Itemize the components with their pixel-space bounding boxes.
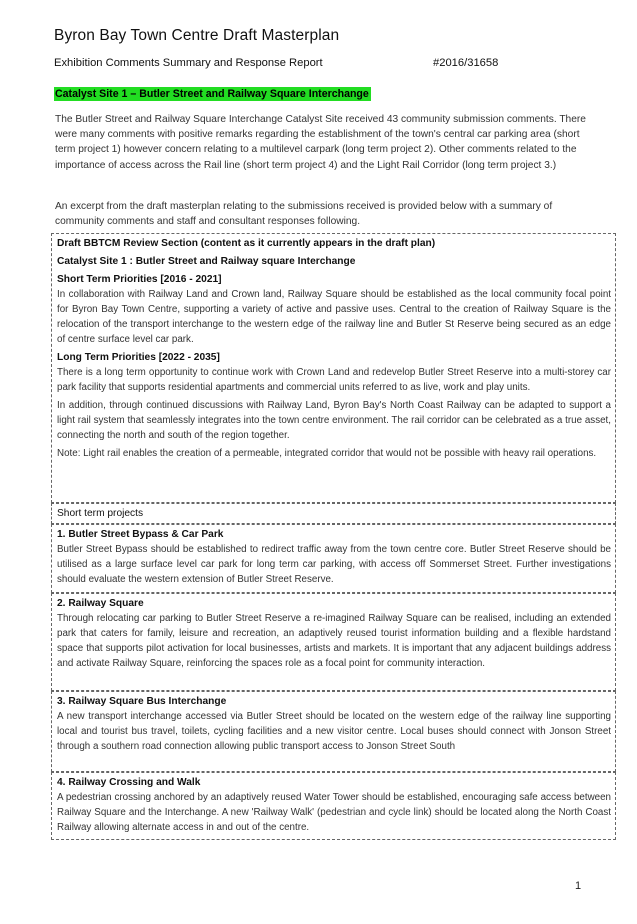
short-term-priorities-heading: Short Term Priorities [2016 - 2021] — [57, 274, 222, 285]
project-description: A pedestrian crossing anchored by an adaptively reused Water Tower should be established, encouraging safe access between Railway Square and the Interchange. A new 'Railway Walk' (pedestrian and cycle link) should be located along the North Coast Railway allowing alternate access in and out of the centre. — [57, 792, 611, 833]
page-number: 1 — [575, 880, 582, 892]
project-description: Butler Street Bypass should be established to redirect traffic away from the town centre core. Butler Street Reserve should be utilised as a large surface level car park for long term car parking, with access off Sommerset Street. Further investigations should evaluate the western extension of Butler Street Reserve. — [57, 544, 611, 585]
project-item — [51, 772, 616, 840]
long-term-priorities-heading: Long Term Priorities [2022 - 2035] — [57, 352, 220, 363]
project-description: A new transport interchange accessed via Butler Street should be located on the western edge of the railway line supporting local and tourist bus travel, toilets, cycling facilities and a new visitor centre. Local buses should connect with Jonson Street through a southern road connection allowing public transport access to Jonson Street South — [57, 711, 611, 752]
report-number: #2016/31658 — [433, 57, 499, 69]
project-title: 4. Railway Crossing and Walk — [57, 777, 201, 788]
page-title: Byron Bay Town Centre Draft Masterplan — [54, 27, 340, 44]
review-section-heading: Draft BBTCM Review Section (content as it currently appears in the draft plan) — [57, 238, 436, 249]
report-subtitle: Exhibition Comments Summary and Response Report — [54, 57, 323, 69]
catalyst-site-heading: Catalyst Site 1 – Butler Street and Railway Square Interchange — [55, 88, 369, 100]
project-title: 1. Butler Street Bypass & Car Park — [57, 529, 224, 540]
draft-review-section — [51, 233, 616, 503]
project-item — [51, 691, 616, 772]
project-item — [51, 593, 616, 691]
project-item — [51, 524, 616, 593]
short-term-projects-header — [51, 503, 616, 524]
project-title: 3. Railway Square Bus Interchange — [57, 696, 227, 707]
long-term-priorities-text-1: There is a long term opportunity to continue work with Crown Land and redevelop Butler Street Reserve into a multi-storey car park facility that supports residential apartments and commercial units referred to as live, work and play units. — [57, 367, 611, 393]
short-term-priorities-text: In collaboration with Railway Land and Crown land, Railway Square should be established as the local community focal point for Byron Bay Town Centre, supporting a variety of active and passive uses. Central to the creation of Railway Square is the relocation of the transport interchange to the western edge of the railway line and Butler St Reserve being secured as an edge of centre surface level car park. — [57, 289, 611, 345]
project-title: 2. Railway Square — [57, 598, 144, 609]
short-term-projects-heading: Short term projects — [57, 508, 144, 519]
project-description: Through relocating car parking to Butler Street Reserve a re-imagined Railway Square can be realised, including an extended park that caters for family, leisure and recreation, an adaptively reused tourist information building and a flexible hardstand space that supports pilot activation for local businesses, artists and markets. It is important that any adjacent buildings address and activate Railway Square, reinforcing the spaces role as a focal point for community interaction. — [57, 613, 611, 669]
catalyst-site-label: Catalyst Site 1 : Butler Street and Railway square Interchange — [57, 256, 356, 267]
intro-paragraph-1: The Butler Street and Railway Square Interchange Catalyst Site received 43 community submission comments. There were many comments with positive remarks regarding the establishment of the town's central car parking area (short term project 1) however concern relating to a multilevel carpark (long term project 2). Other comments related to the importance of access across the Rail line (short term project 4) and the Light Rail Corridor (long term project 3.) — [55, 114, 586, 171]
long-term-priorities-text-2: In addition, through continued discussions with Railway Land, Byron Bay's North Coast Railway can be adapted to support a light rail system that seamlessly integrates into the town centre environment. The rail corridor can be celebrated as a true asset, connecting the north and south of the region together. — [57, 400, 611, 441]
light-rail-note: Note: Light rail enables the creation of a permeable, integrated corridor that would not be possible with heavy rail operations. — [57, 448, 597, 459]
intro-paragraph-2: An excerpt from the draft masterplan relating to the submissions received is provided below with a summary of community comments and staff and consultant responses following. — [55, 201, 553, 228]
